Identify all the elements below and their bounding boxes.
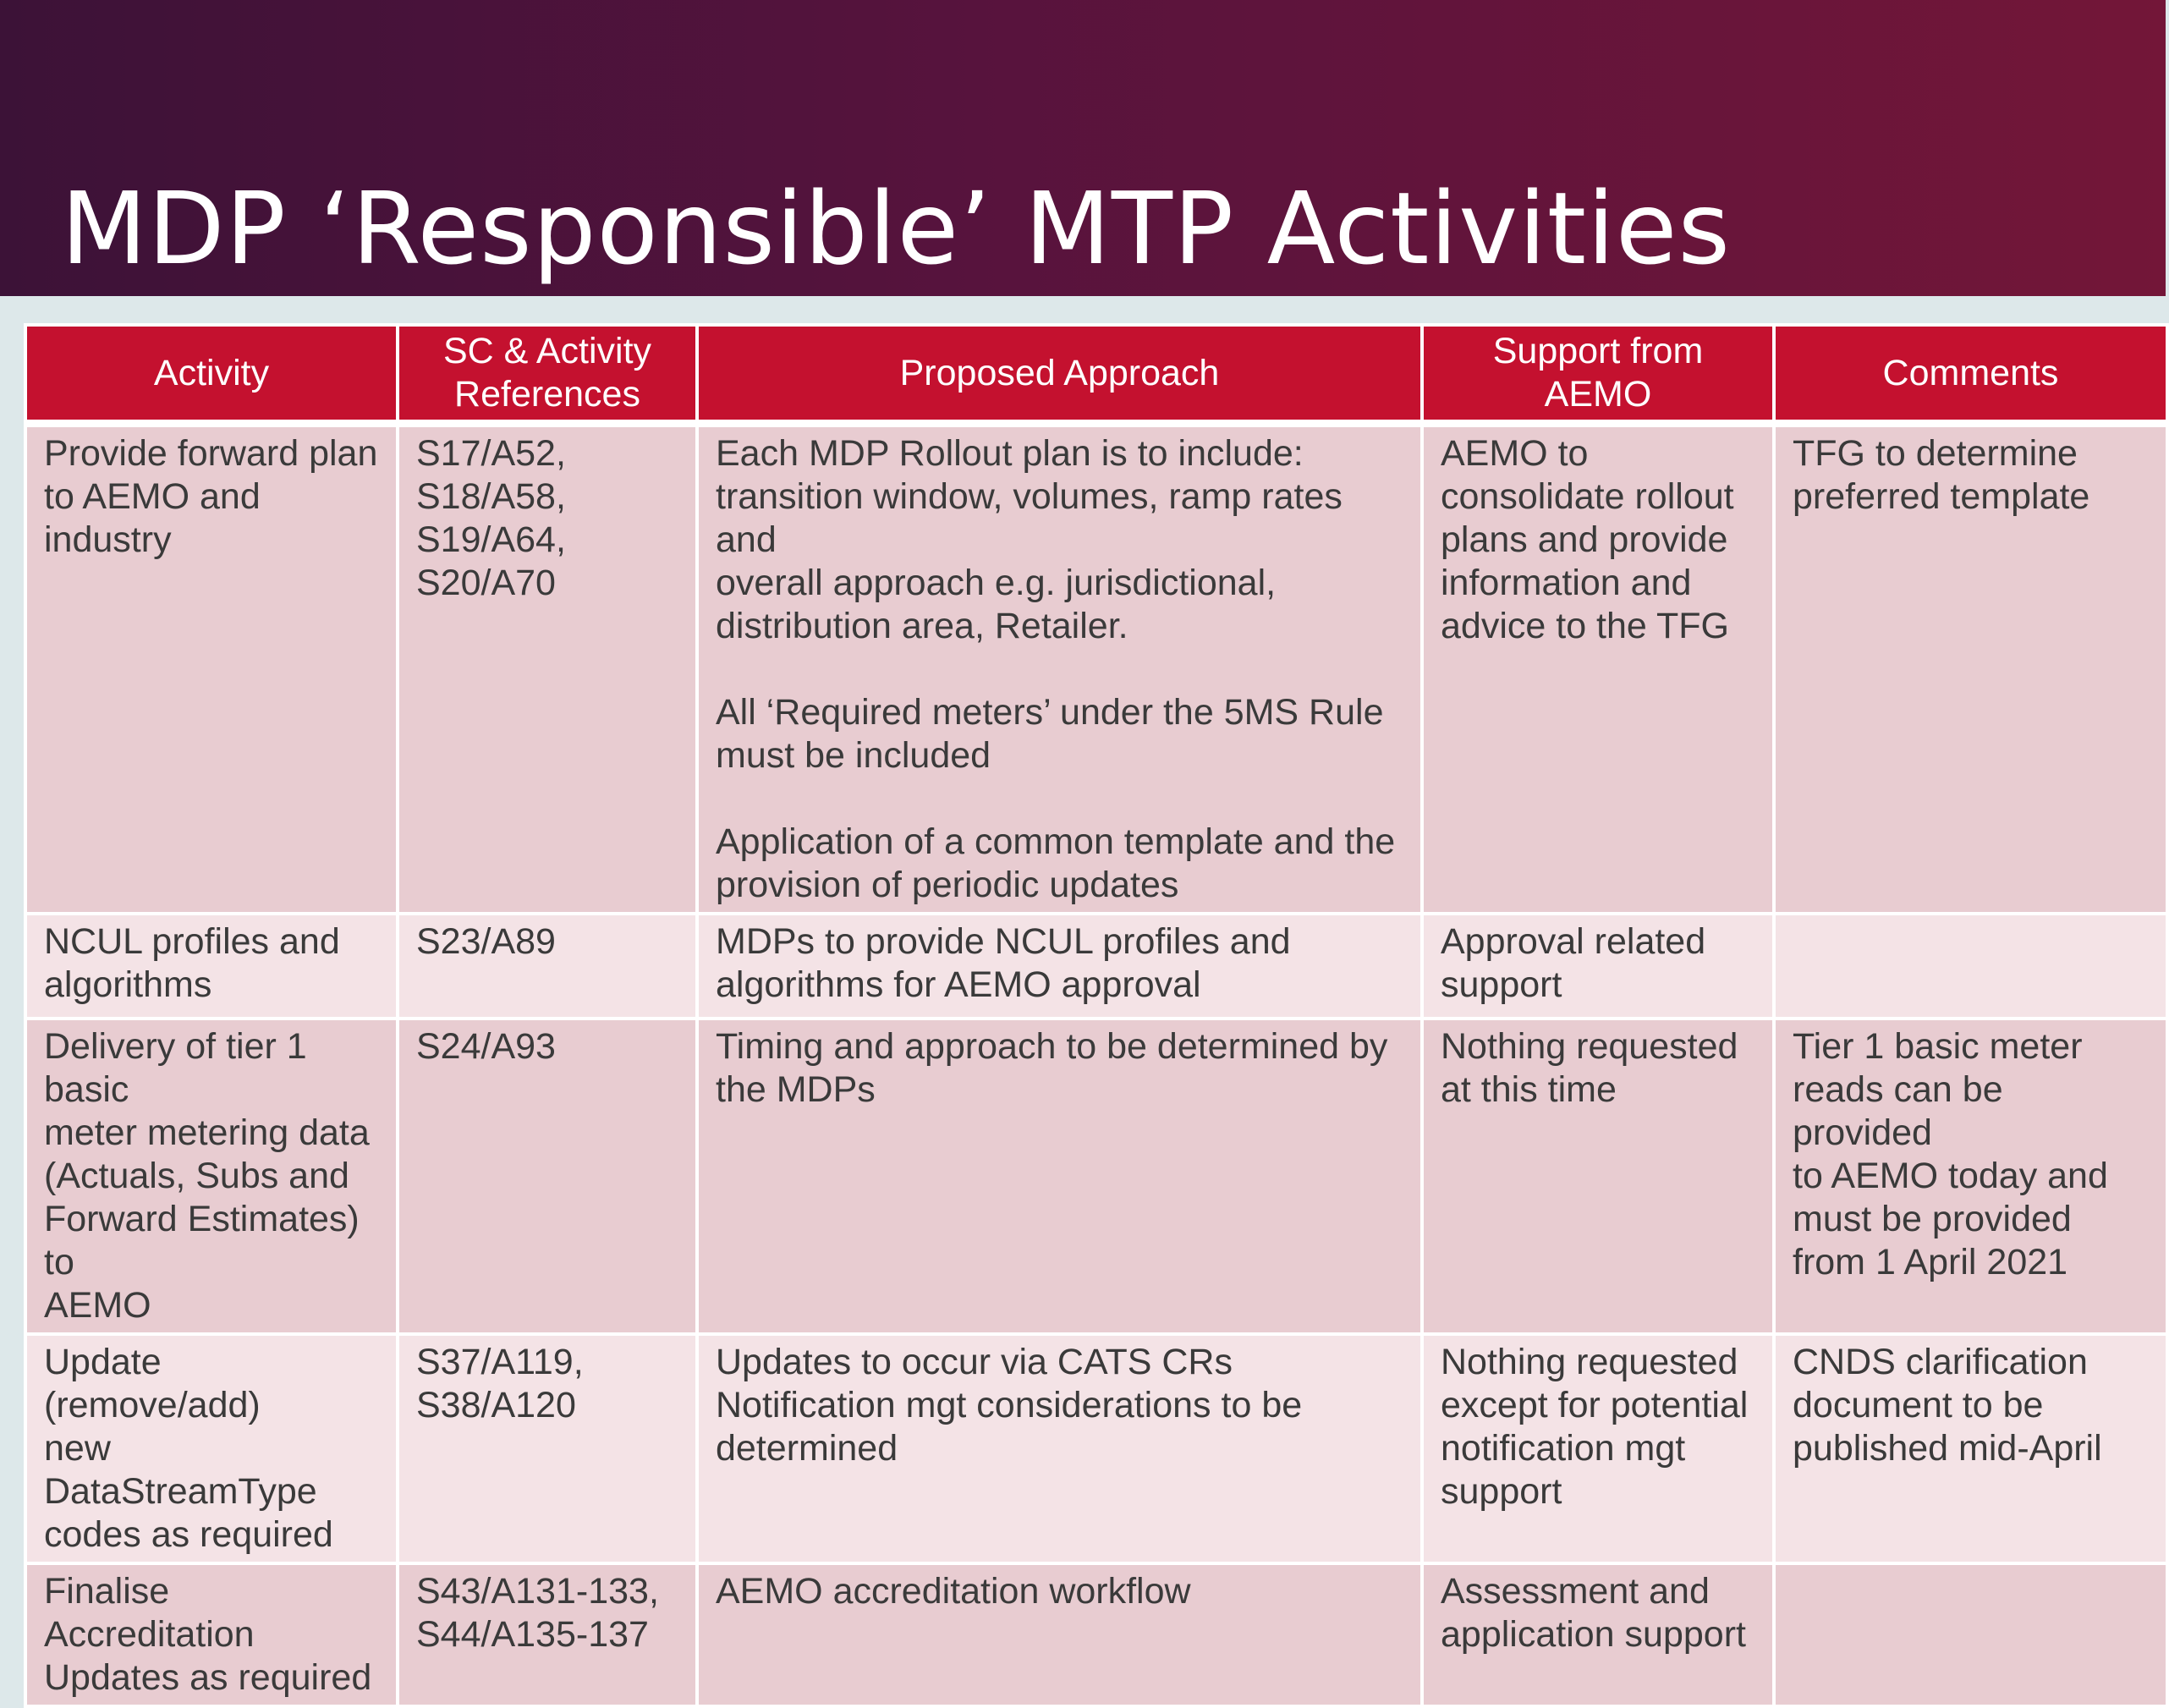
- cell-activity: Finalise Accreditation Updates as required: [25, 1563, 398, 1706]
- table-row: [25, 1334, 2167, 1563]
- cell-support: Nothing requested except for potential notification mgt support: [1422, 1334, 1774, 1563]
- title-banner: [0, 0, 2166, 296]
- cell-approach: MDPs to provide NCUL profiles and algorithms for AEMO approval: [697, 914, 1422, 1019]
- cell-activity: Provide forward plan to AEMO and industry: [25, 424, 398, 914]
- cell-support: Assessment and application support: [1422, 1563, 1774, 1706]
- cell-support: Nothing requested at this time: [1422, 1019, 1774, 1334]
- table-header-row: [25, 325, 2167, 424]
- cell-references: S23/A89: [398, 914, 697, 1019]
- cell-references: S24/A93: [398, 1019, 697, 1334]
- header-references: SC & Activity References: [398, 325, 697, 424]
- cell-references: S43/A131-133, S44/A135-137: [398, 1563, 697, 1706]
- table-row: [25, 424, 2167, 914]
- table-row: [25, 1563, 2167, 1706]
- cell-references: S37/A119, S38/A120: [398, 1334, 697, 1563]
- cell-comments: TFG to determine preferred template: [1774, 424, 2167, 914]
- cell-comments: [1774, 914, 2167, 1019]
- cell-support: AEMO to consolidate rollout plans and provide information and advice to the TFG: [1422, 424, 1774, 914]
- slide-title: MDP ‘Responsible’ MTP Activities: [61, 170, 1731, 287]
- table-row: [25, 914, 2167, 1019]
- header-proposed-approach: Proposed Approach: [697, 325, 1422, 424]
- table-row: [25, 1019, 2167, 1334]
- cell-approach: Updates to occur via CATS CRs Notification mgt considerations to be determined: [697, 1334, 1422, 1563]
- cell-approach: Each MDP Rollout plan is to include: transition window, volumes, ramp rates and overall approach e.g. jurisdictional, distribution area, Retailer. All ‘Required meters’ under the 5MS Rule must be included Application of a common template and the provision of periodic updates: [697, 424, 1422, 914]
- header-activity: Activity: [25, 325, 398, 424]
- cell-comments: CNDS clarification document to be published mid-April: [1774, 1334, 2167, 1563]
- header-comments: Comments: [1774, 325, 2167, 424]
- cell-comments: [1774, 1563, 2167, 1706]
- cell-comments: Tier 1 basic meter reads can be provided to AEMO today and must be provided from 1 April 2021: [1774, 1019, 2167, 1334]
- cell-activity: Update (remove/add) new DataStreamType codes as required: [25, 1334, 398, 1563]
- cell-approach: AEMO accreditation workflow: [697, 1563, 1422, 1706]
- cell-activity: Delivery of tier 1 basic meter metering data (Actuals, Subs and Forward Estimates) to AEMO: [25, 1019, 398, 1334]
- activities-table-container: [24, 323, 2166, 1698]
- cell-approach: Timing and approach to be determined by the MDPs: [697, 1019, 1422, 1334]
- cell-support: Approval related support: [1422, 914, 1774, 1019]
- cell-activity: NCUL profiles and algorithms: [25, 914, 398, 1019]
- header-support-from-aemo: Support from AEMO: [1422, 325, 1774, 424]
- activities-table: [24, 323, 2169, 1708]
- cell-references: S17/A52, S18/A58, S19/A64, S20/A70: [398, 424, 697, 914]
